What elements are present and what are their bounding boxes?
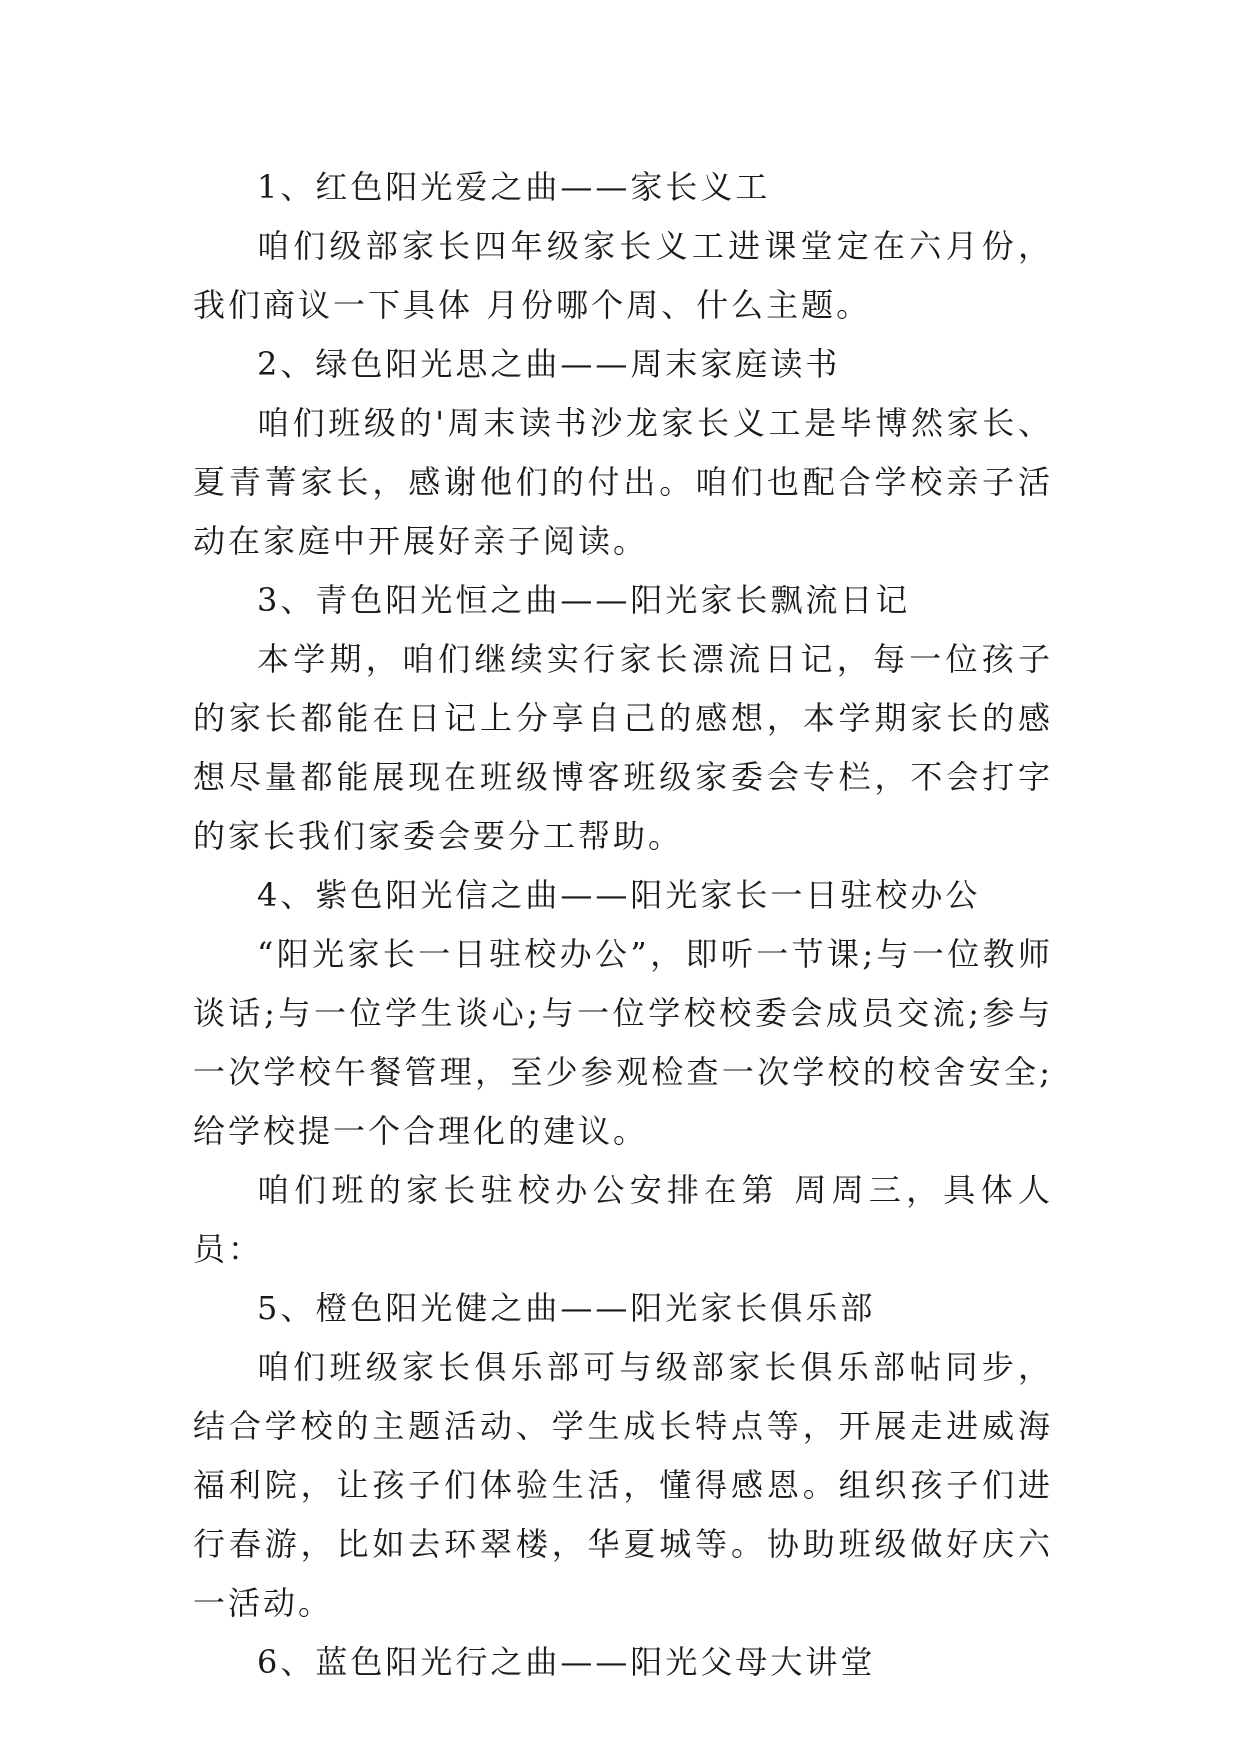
section-heading-6: 6、蓝色阳光行之曲——阳光父母大讲堂	[257, 1643, 876, 1681]
section-heading-3: 3、青色阳光恒之曲——阳光家长飘流日记	[257, 581, 911, 619]
section-heading-2: 2、绿色阳光思之曲——周末家庭读书	[257, 345, 841, 383]
paragraph: 咱们班的家长驻校办公安排在第 周周三，具体人员：	[193, 1171, 1053, 1268]
paragraph: 咱们班级家长俱乐部可与级部家长俱乐部帖同步，结合学校的主题活动、学生成长特点等，开展走进威海福利院，让孩子们体验生活，懂得感恩。组织孩子们进行春游，比如去环翠楼，华夏城等。协助班级做好庆六一活动。	[193, 1348, 1053, 1622]
document-body	[193, 158, 1053, 1692]
section-heading-5: 5、橙色阳光健之曲——阳光家长俱乐部	[257, 1289, 876, 1327]
paragraph: 咱们班级的'周末读书沙龙家长义工是毕博然家长、夏青菁家长，感谢他们的付出。咱们也配合学校亲子活动在家庭中开展好亲子阅读。	[193, 404, 1053, 560]
paragraph: 本学期，咱们继续实行家长漂流日记，每一位孩子的家长都能在日记上分享自己的感想，本学期家长的感想尽量都能展现在班级博客班级家委会专栏，不会打字的家长我们家委会要分工帮助。	[193, 640, 1053, 855]
section-heading-4: 4、紫色阳光信之曲——阳光家长一日驻校办公	[257, 876, 981, 914]
paragraph: “阳光家长一日驻校办公”，即听一节课;与一位教师谈话;与一位学生谈心;与一位学校校委会成员交流;参与一次学校午餐管理，至少参观检查一次学校的校舍安全;给学校提一个合理化的建议。	[193, 935, 1053, 1150]
section-heading-1: 1、红色阳光爱之曲——家长义工	[257, 168, 771, 206]
paragraph: 咱们级部家长四年级家长义工进课堂定在六月份，我们商议一下具体 月份哪个周、什么主题。	[193, 227, 1053, 324]
